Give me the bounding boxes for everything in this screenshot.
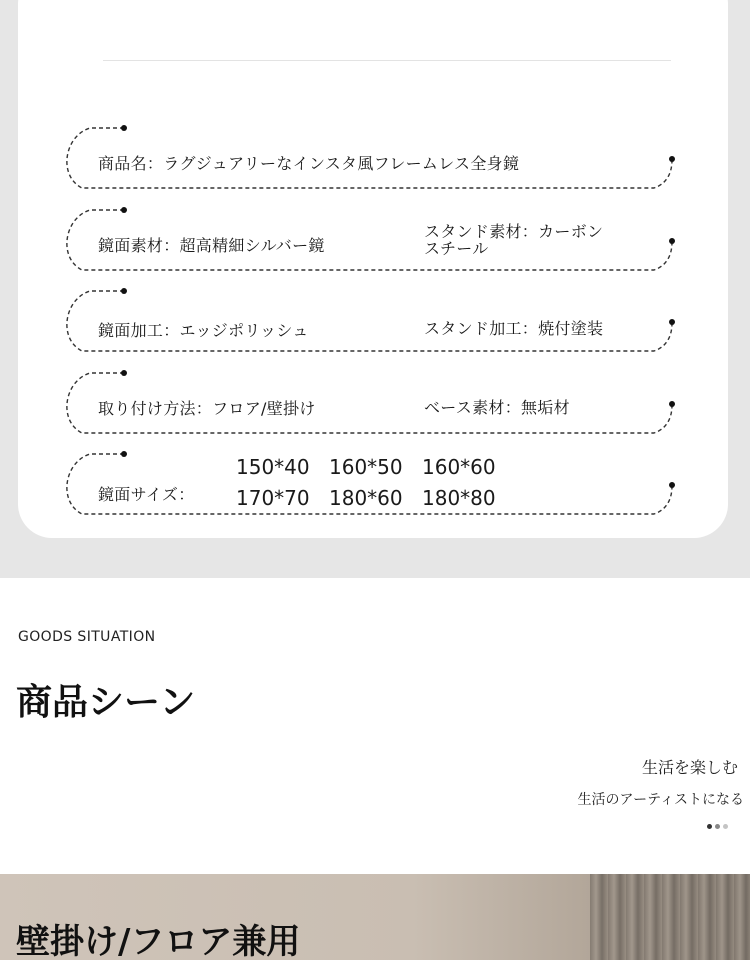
scene-section	[0, 578, 750, 874]
spec-stand-material: スタンド素材：カーボンスチール	[424, 222, 604, 258]
size-value: 170*70	[236, 486, 310, 510]
section-eyebrow: GOODS SITUATION	[18, 629, 156, 645]
carousel-dots[interactable]	[707, 824, 728, 829]
spec-row-mirror-finish	[62, 287, 680, 355]
size-value: 150*40	[236, 455, 310, 479]
tagline-primary: 生活を楽しむ	[641, 758, 738, 777]
spec-size-label: 鏡面サイズ：	[98, 485, 195, 504]
spec-row-mirror-material	[62, 206, 680, 274]
carousel-dot[interactable]	[715, 824, 720, 829]
spec-installation: 取り付け方法：フロア/壁掛け	[98, 399, 316, 418]
spec-mirror-material: 鏡面素材：超高精細シルバー鏡	[98, 236, 325, 255]
curtain-image	[590, 874, 750, 960]
tagline-secondary: 生活のアーティストになる	[577, 792, 744, 808]
carousel-dot[interactable]	[723, 824, 728, 829]
spec-row-product-name	[62, 124, 680, 192]
size-list	[236, 452, 515, 514]
card-divider	[103, 60, 671, 61]
spec-row-mirror-size	[62, 450, 680, 518]
size-value: 180*80	[422, 486, 496, 510]
size-value: 160*50	[329, 455, 403, 479]
scene-photo	[0, 874, 750, 960]
photo-title: 壁掛け/フロア兼用	[16, 922, 301, 960]
size-value: 160*60	[422, 455, 496, 479]
spec-row-installation	[62, 369, 680, 437]
spec-base-material: ベース素材：無垢材	[424, 398, 570, 417]
spec-stand-finish: スタンド加工：焼付塗装	[424, 319, 604, 338]
spec-product-name: 商品名：ラグジュアリーなインスタ風フレームレス全身鏡	[98, 154, 520, 173]
section-heading: 商品シーン	[16, 682, 196, 723]
spec-mirror-finish: 鏡面加工：エッジポリッシュ	[98, 321, 309, 340]
size-value: 180*60	[329, 486, 403, 510]
carousel-dot-active[interactable]	[707, 824, 712, 829]
